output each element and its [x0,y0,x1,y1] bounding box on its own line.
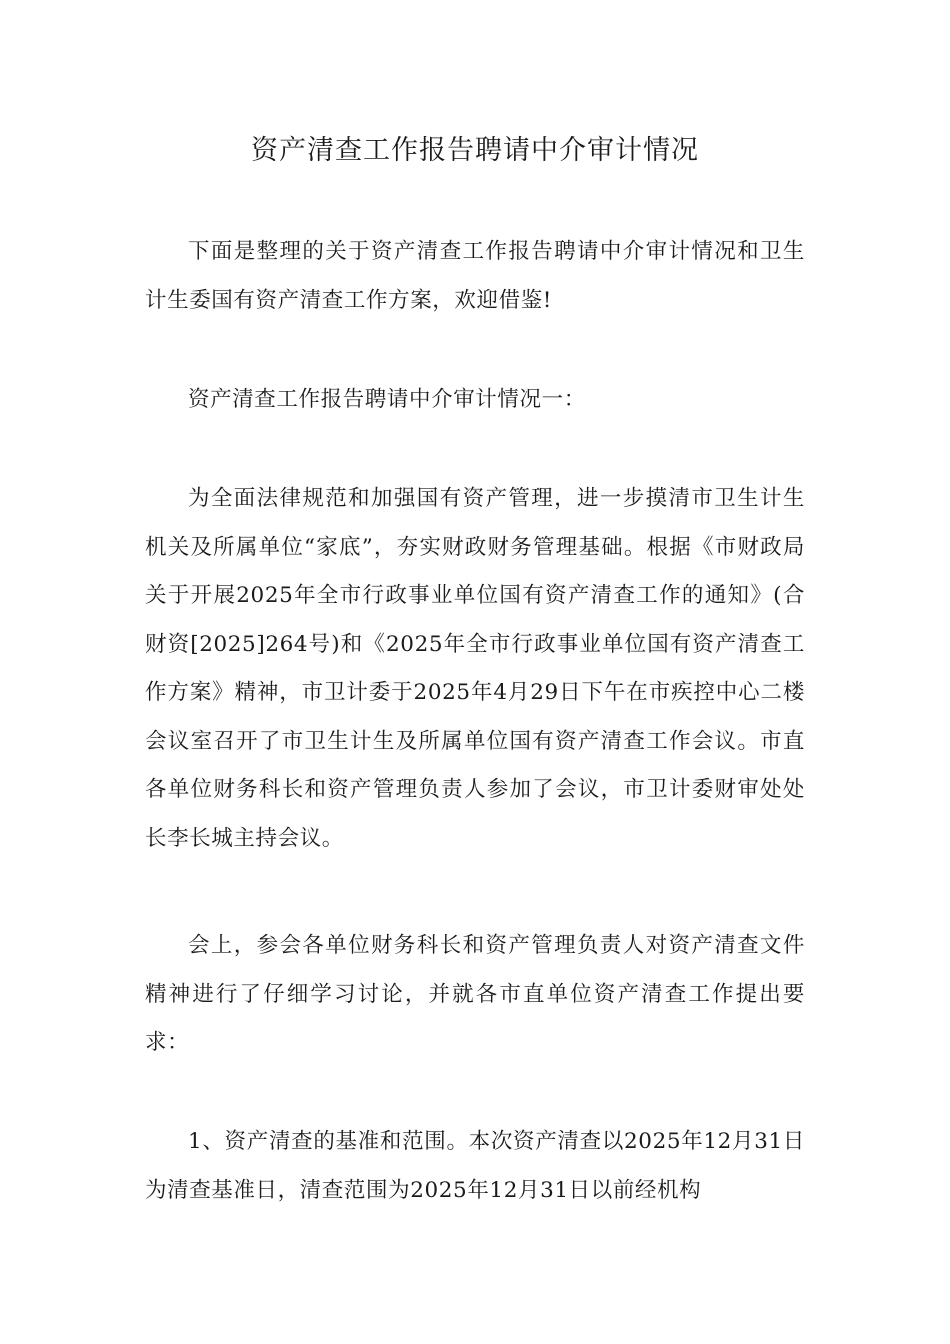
section-heading: 资产清查工作报告聘请中介审计情况一： [188,387,586,412]
body-paragraph-background: 为全面法律规范和加强国有资产管理，进一步摸清市卫生计生机关及所属单位“家底”，夯实财政财务管理基础。根据《市财政局关于开展2025年全市行政事业单位国有资产清查工作的通知》(合财资[2025]264号)和《2025年全市行政事业单位国有资产清查工作方案》精神，市卫计委于2025年4月29日下午在市疾控中心二楼会议室召开了市卫生计生及所属单位国有资产清查工作会议。市直各单位财务科长和资产管理负责人参加了会议，市卫计委财审处处长李长城主持会议。 [145,486,805,851]
intro-paragraph: 下面是整理的关于资产清查工作报告聘请中介审计情况和卫生计生委国有资产清查工作方案，欢迎借鉴! [145,239,805,313]
document-title: 资产清查工作报告聘请中介审计情况 [251,135,699,166]
body-paragraph-item-1: 1、资产清查的基准和范围。本次资产清查以2025年12月31日为清查基准日，清查范围为2025年12月31日以前经机构 [145,1129,805,1203]
body-paragraph-meeting: 会上，参会各单位财务科长和资产管理负责人对资产清查文件精神进行了仔细学习讨论，并就各市直单位资产清查工作提出要求： [145,933,805,1055]
